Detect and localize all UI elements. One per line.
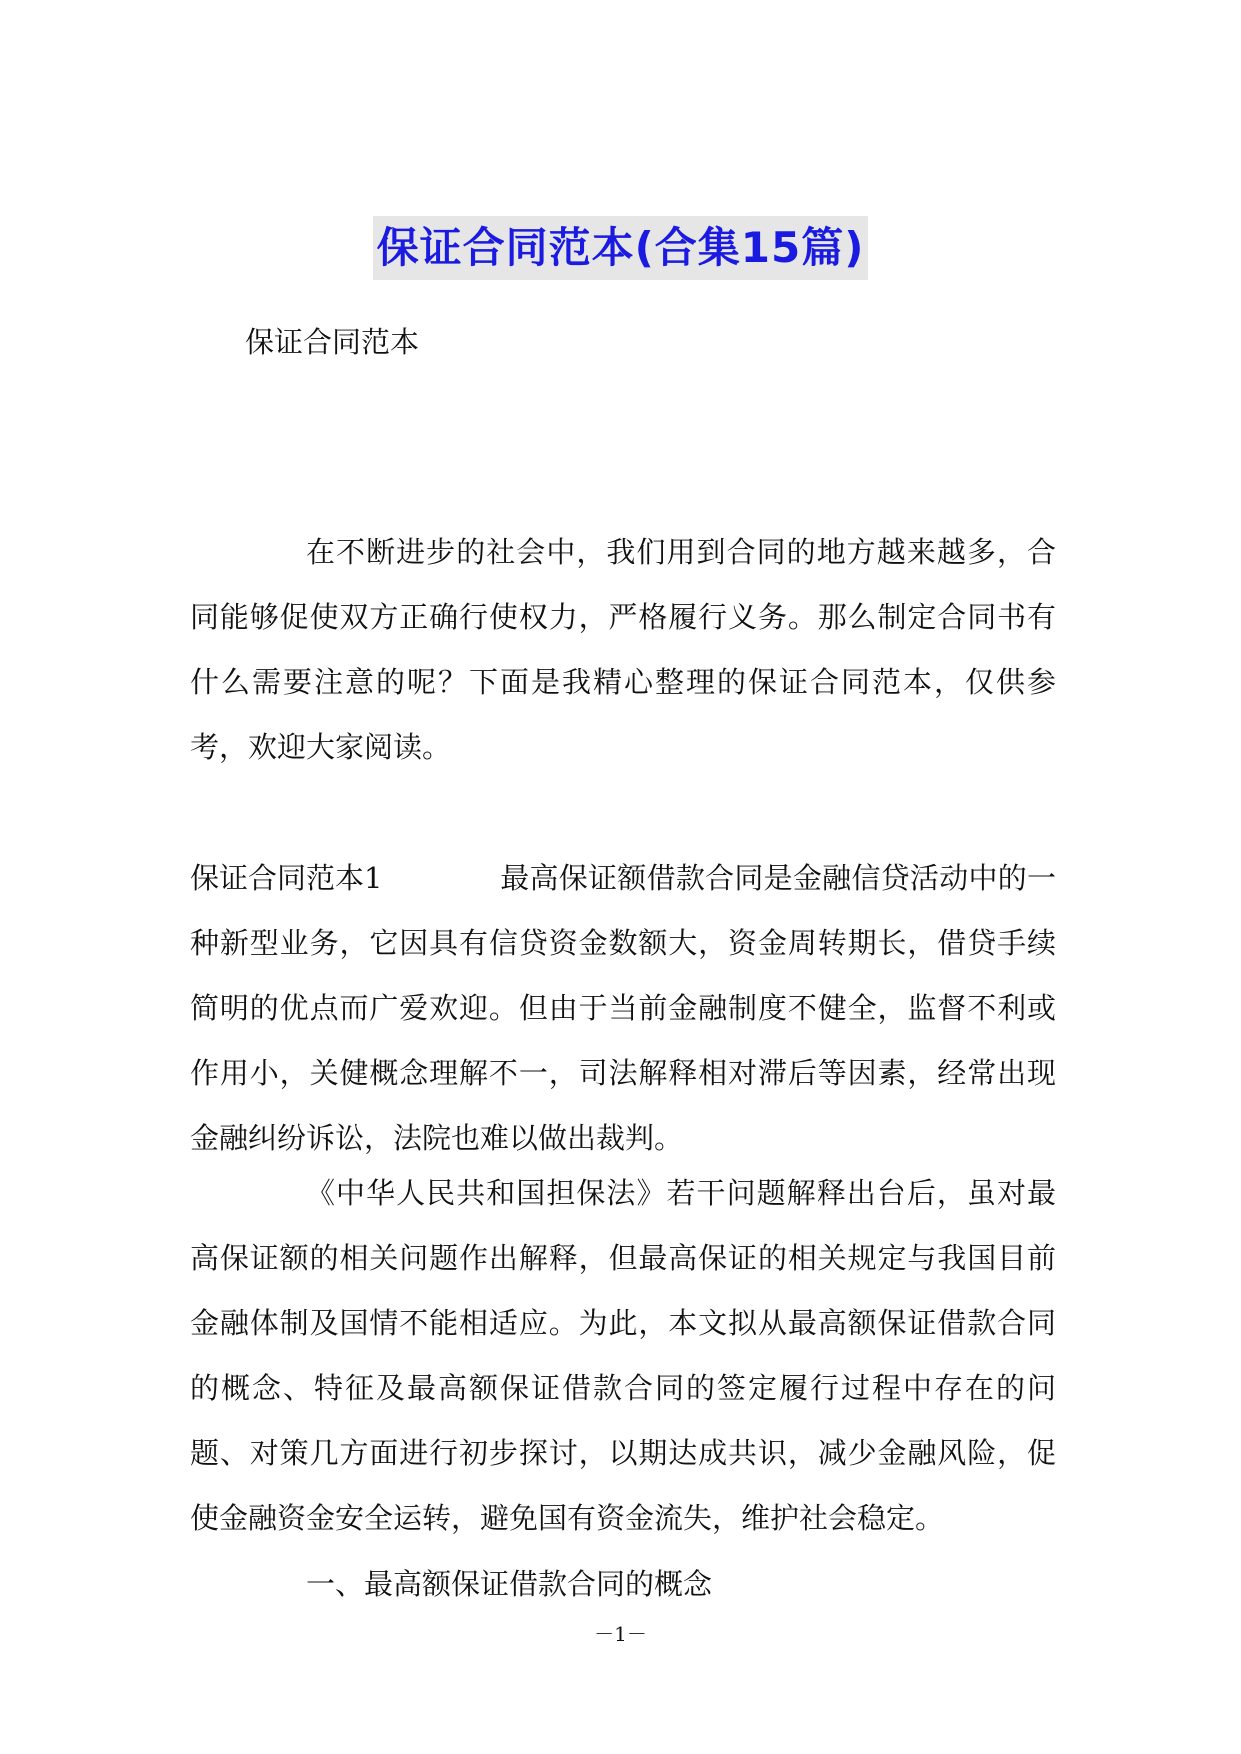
document-title: 保证合同范本(合集15篇) <box>373 216 869 280</box>
title-container <box>0 216 1241 280</box>
intro-paragraph: 在不断进步的社会中，我们用到合同的地方越来越多，合同能够促使双方正确行使权力，严格履行义务。那么制定合同书有什么需要注意的呢？下面是我精心整理的保证合同范本，仅供参考，欢迎大家阅读。 <box>190 535 1056 764</box>
body-paragraph-2: 《中华人民共和国担保法》若干问题解释出台后，虽对最高保证额的相关问题作出解释，但最高保证的相关规定与我国目前金融体制及国情不能相适应。为此，本文拟从最高额保证借款合同的概念、特征及最高额保证借款合同的签定履行过程中存在的问题、对策几方面进行初步探讨，以期达成共识，减少金融风险，促使金融资金安全运转，避免国有资金流失，维护社会稳定。 <box>190 1176 1056 1535</box>
page-number: －1－ <box>594 1622 647 1646</box>
section-heading-1: 一、最高额保证借款合同的概念 <box>306 1567 713 1601</box>
document-subtitle: 保证合同范本 <box>245 325 420 359</box>
section1-label: 保证合同范本1 <box>190 861 383 895</box>
section1-paragraph <box>190 846 1056 1171</box>
section1-text: 最高保证额借款合同是金融信贷活动中的一种新型业务，它因具有信贷资金数额大，资金周转期长，借贷手续简明的优点而广爱欢迎。但由于当前金融制度不健全，监督不利或作用小，关健概念理解不一，司法解释相对滞后等因素，经常出现金融纠纷诉讼，法院也难以做出裁判。 <box>190 861 1056 1155</box>
